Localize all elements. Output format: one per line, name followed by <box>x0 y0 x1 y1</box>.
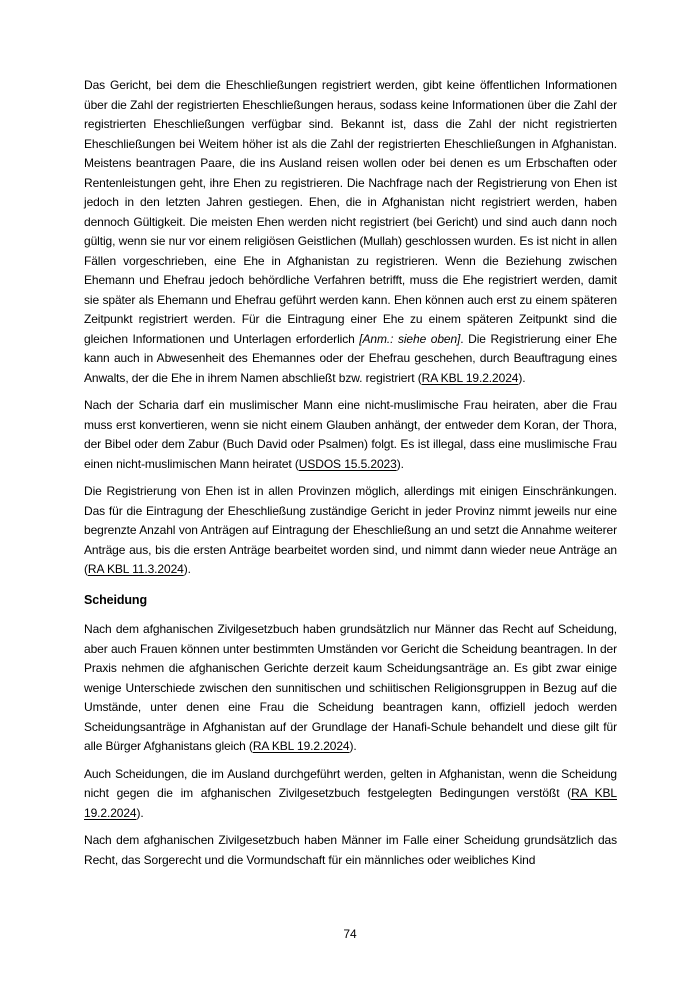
editorial-note: [Anm.: siehe oben] <box>359 331 461 346</box>
text-run: Auch Scheidungen, die im Ausland durchgeführt werden, gelten in Afghanistan, wenn die Scheidung nicht gegen die im afghanischen Zivilgesetzbuch festgelegten Bedingungen verstößt ( <box>84 766 617 800</box>
document-content <box>84 76 617 870</box>
text-run: ). <box>518 370 526 385</box>
source-reference-link[interactable]: RA KBL 19.2.2024 <box>252 739 350 753</box>
section-heading: Scheidung <box>84 592 147 607</box>
text-run: Nach der Scharia darf ein muslimischer Mann eine nicht-muslimische Frau heiraten, aber die Frau muss erst konvertieren, wenn sie nicht einem Glauben anhängt, der entweder dem Koran, der Thora, der Bibel oder dem Zabur (Buch David oder Psalmen) folgt. Es ist illegal, dass eine muslimische Frau einen nicht-muslimischen Mann heiratet ( <box>84 398 617 471</box>
paragraph <box>84 831 617 870</box>
text-run: Das Gericht, bei dem die Eheschließungen registriert werden, gibt keine öffentlichen Informationen über die Zahl der registrierten Eheschließungen heraus, sodass keine Informationen über die Zahl der registrierten Eheschließungen verfügbar sind. Bekannt ist, dass die Zahl der nicht registrierten Eheschließungen bei Weitem höher ist als die Zahl der registrierten Eheschließungen in Afghanistan. Meistens beantragen Paare, die ins Ausland reisen wollen oder bei denen es um Erbschaften oder Rentenleistungen geht, ihre Ehen zu registrieren. Die Nachfrage nach der Registrierung von Ehen ist jedoch in den letzten Jahren gestiegen. Ehen, die in Afghanistan nicht registriert werden, haben dennoch Gültigkeit. Die meisten Ehen werden nicht registriert (bei Gericht) und sind auch dann noch gültig, wenn sie nur vor einem religiösen Geistlichen (Mullah) geschlossen wurden. Es ist nicht in allen Fällen vorgeschrieben, eine Ehe in Afghanistan zu registrieren. Wenn die Beziehung zwischen Ehemann und Ehefrau jedoch behördliche Verfahren betrifft, muss die Ehe registriert werden, damit sie später als Ehemann und Ehefrau geführt werden kann. Ehen können auch erst zu einem späteren Zeitpunkt registriert werden. Für die Eintragung einer Ehe zu einem späteren Zeitpunkt sind die gleichen Informationen und Unterlagen erforderlich <box>84 78 617 346</box>
paragraph <box>84 765 617 824</box>
source-reference-link[interactable]: RA KBL 19.2.2024 <box>84 786 617 820</box>
paragraph <box>84 620 617 757</box>
text-run: Nach dem afghanischen Zivilgesetzbuch haben Männer im Falle einer Scheidung grundsätzlich das Recht, das Sorgerecht und die Vormundschaft für ein männliches oder weibliches Kind <box>84 833 617 867</box>
paragraph <box>84 482 617 580</box>
source-reference-link[interactable]: RA KBL 19.2.2024 <box>421 370 519 385</box>
text-run: ). <box>396 456 404 471</box>
page-number: 74 <box>343 926 357 941</box>
text-run: Die Registrierung von Ehen ist in allen Provinzen möglich, allerdings mit einigen Einschränkungen. Das für die Eintragung der Eheschließung zuständige Gericht in jeder Provinz nimmt jeweils nur eine begrenzte Anzahl von Anträgen auf Eintragung der Eheschließung an und setzt die Annahme weiterer Anträge aus, bis die ersten Anträge bearbeitet worden sind, und nimmt dann wieder neue Anträge an ( <box>84 484 617 576</box>
text-run: . Die Registrierung einer Ehe kann auch in Abwesenheit des Ehemannes oder der Ehefrau geschehen, durch Beauftragung eines Anwalts, der die Ehe in ihrem Namen abschließt bzw. registriert ( <box>84 331 617 385</box>
paragraph <box>84 76 617 388</box>
paragraph <box>84 396 617 474</box>
text-run: ). <box>349 739 357 753</box>
text-run: ). <box>136 805 144 820</box>
source-reference-link[interactable]: USDOS 15.5.2023 <box>298 456 397 471</box>
page-footer <box>0 925 700 945</box>
text-run: Nach dem afghanischen Zivilgesetzbuch haben grundsätzlich nur Männer das Recht auf Scheidung, aber auch Frauen können unter bestimmten Umständen vor Gericht die Scheidung beantragen. In der Praxis nehmen die afghanischen Gerichte derzeit kaum Scheidungsanträge an. Es gibt zwar einige wenige Unterschiede zwischen den sunnitischen und schiitischen Religionsgruppen in Bezug auf die Umstände, unter denen eine Frau die Scheidung beantragen kann, offiziell jedoch werden Scheidungsanträge in Afghanistan auf der Grundlage der Hanafi-Schule behandelt und diese gilt für alle Bürger Afghanistans gleich ( <box>84 622 617 753</box>
source-reference-link[interactable]: RA KBL 11.3.2024 <box>87 562 184 576</box>
text-run: ). <box>183 562 191 576</box>
